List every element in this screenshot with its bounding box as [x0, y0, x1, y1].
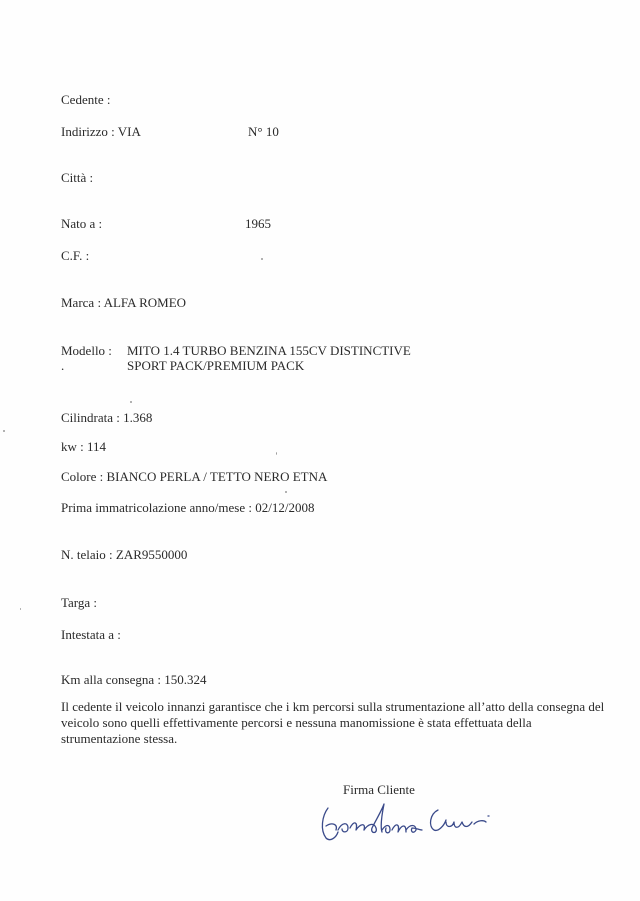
targa-field: Targa :	[61, 595, 98, 610]
scan-speck	[285, 491, 287, 493]
citta-field: Città :	[61, 170, 94, 185]
kw-field: kw : 114	[61, 439, 107, 454]
signature-strokes	[322, 804, 489, 840]
signature-handwriting	[318, 800, 498, 844]
numero-civico: N° 10	[248, 124, 279, 139]
indirizzo-field: Indirizzo : VIA	[61, 124, 141, 139]
scan-speck	[261, 258, 263, 260]
marca-field: Marca : ALFA ROMEO	[61, 295, 187, 310]
declaration-paragraph: Il cedente il veicolo innanzi garantisce che i km percorsi sulla strumentazione all’atto della consegna del veicolo sono quelli effettivamente percorsi e nessuna manomissione è stata effettuata della strumentazione stessa.	[61, 699, 605, 746]
firma-cliente-label: Firma Cliente	[343, 782, 415, 797]
cilindrata-field: Cilindrata : 1.368	[61, 410, 153, 425]
km-consegna-field: Km alla consegna : 150.324	[61, 672, 207, 687]
prima-immatricolazione-field: Prima immatricolazione anno/mese : 02/12/2008	[61, 500, 315, 515]
nato-a-field: Nato a :	[61, 216, 103, 231]
modello-dot: .	[61, 358, 65, 373]
scan-speck	[276, 452, 277, 455]
colore-field: Colore : BIANCO PERLA / TETTO NERO ETNA	[61, 469, 328, 484]
modello-line-2: SPORT PACK/PREMIUM PACK	[127, 358, 305, 373]
scan-speck	[130, 401, 132, 403]
telaio-field: N. telaio : ZAR9550000	[61, 547, 188, 562]
modello-line-1: MITO 1.4 TURBO BENZINA 155CV DISTINCTIVE	[127, 343, 411, 358]
intestata-field: Intestata a :	[61, 627, 121, 642]
anno-nascita: 1965	[245, 216, 271, 231]
cedente-field: Cedente :	[61, 92, 111, 107]
codice-fiscale-field: C.F. :	[61, 248, 90, 263]
modello-label: Modello :	[61, 343, 112, 358]
scan-speck	[3, 430, 5, 432]
scan-speck	[20, 608, 21, 610]
